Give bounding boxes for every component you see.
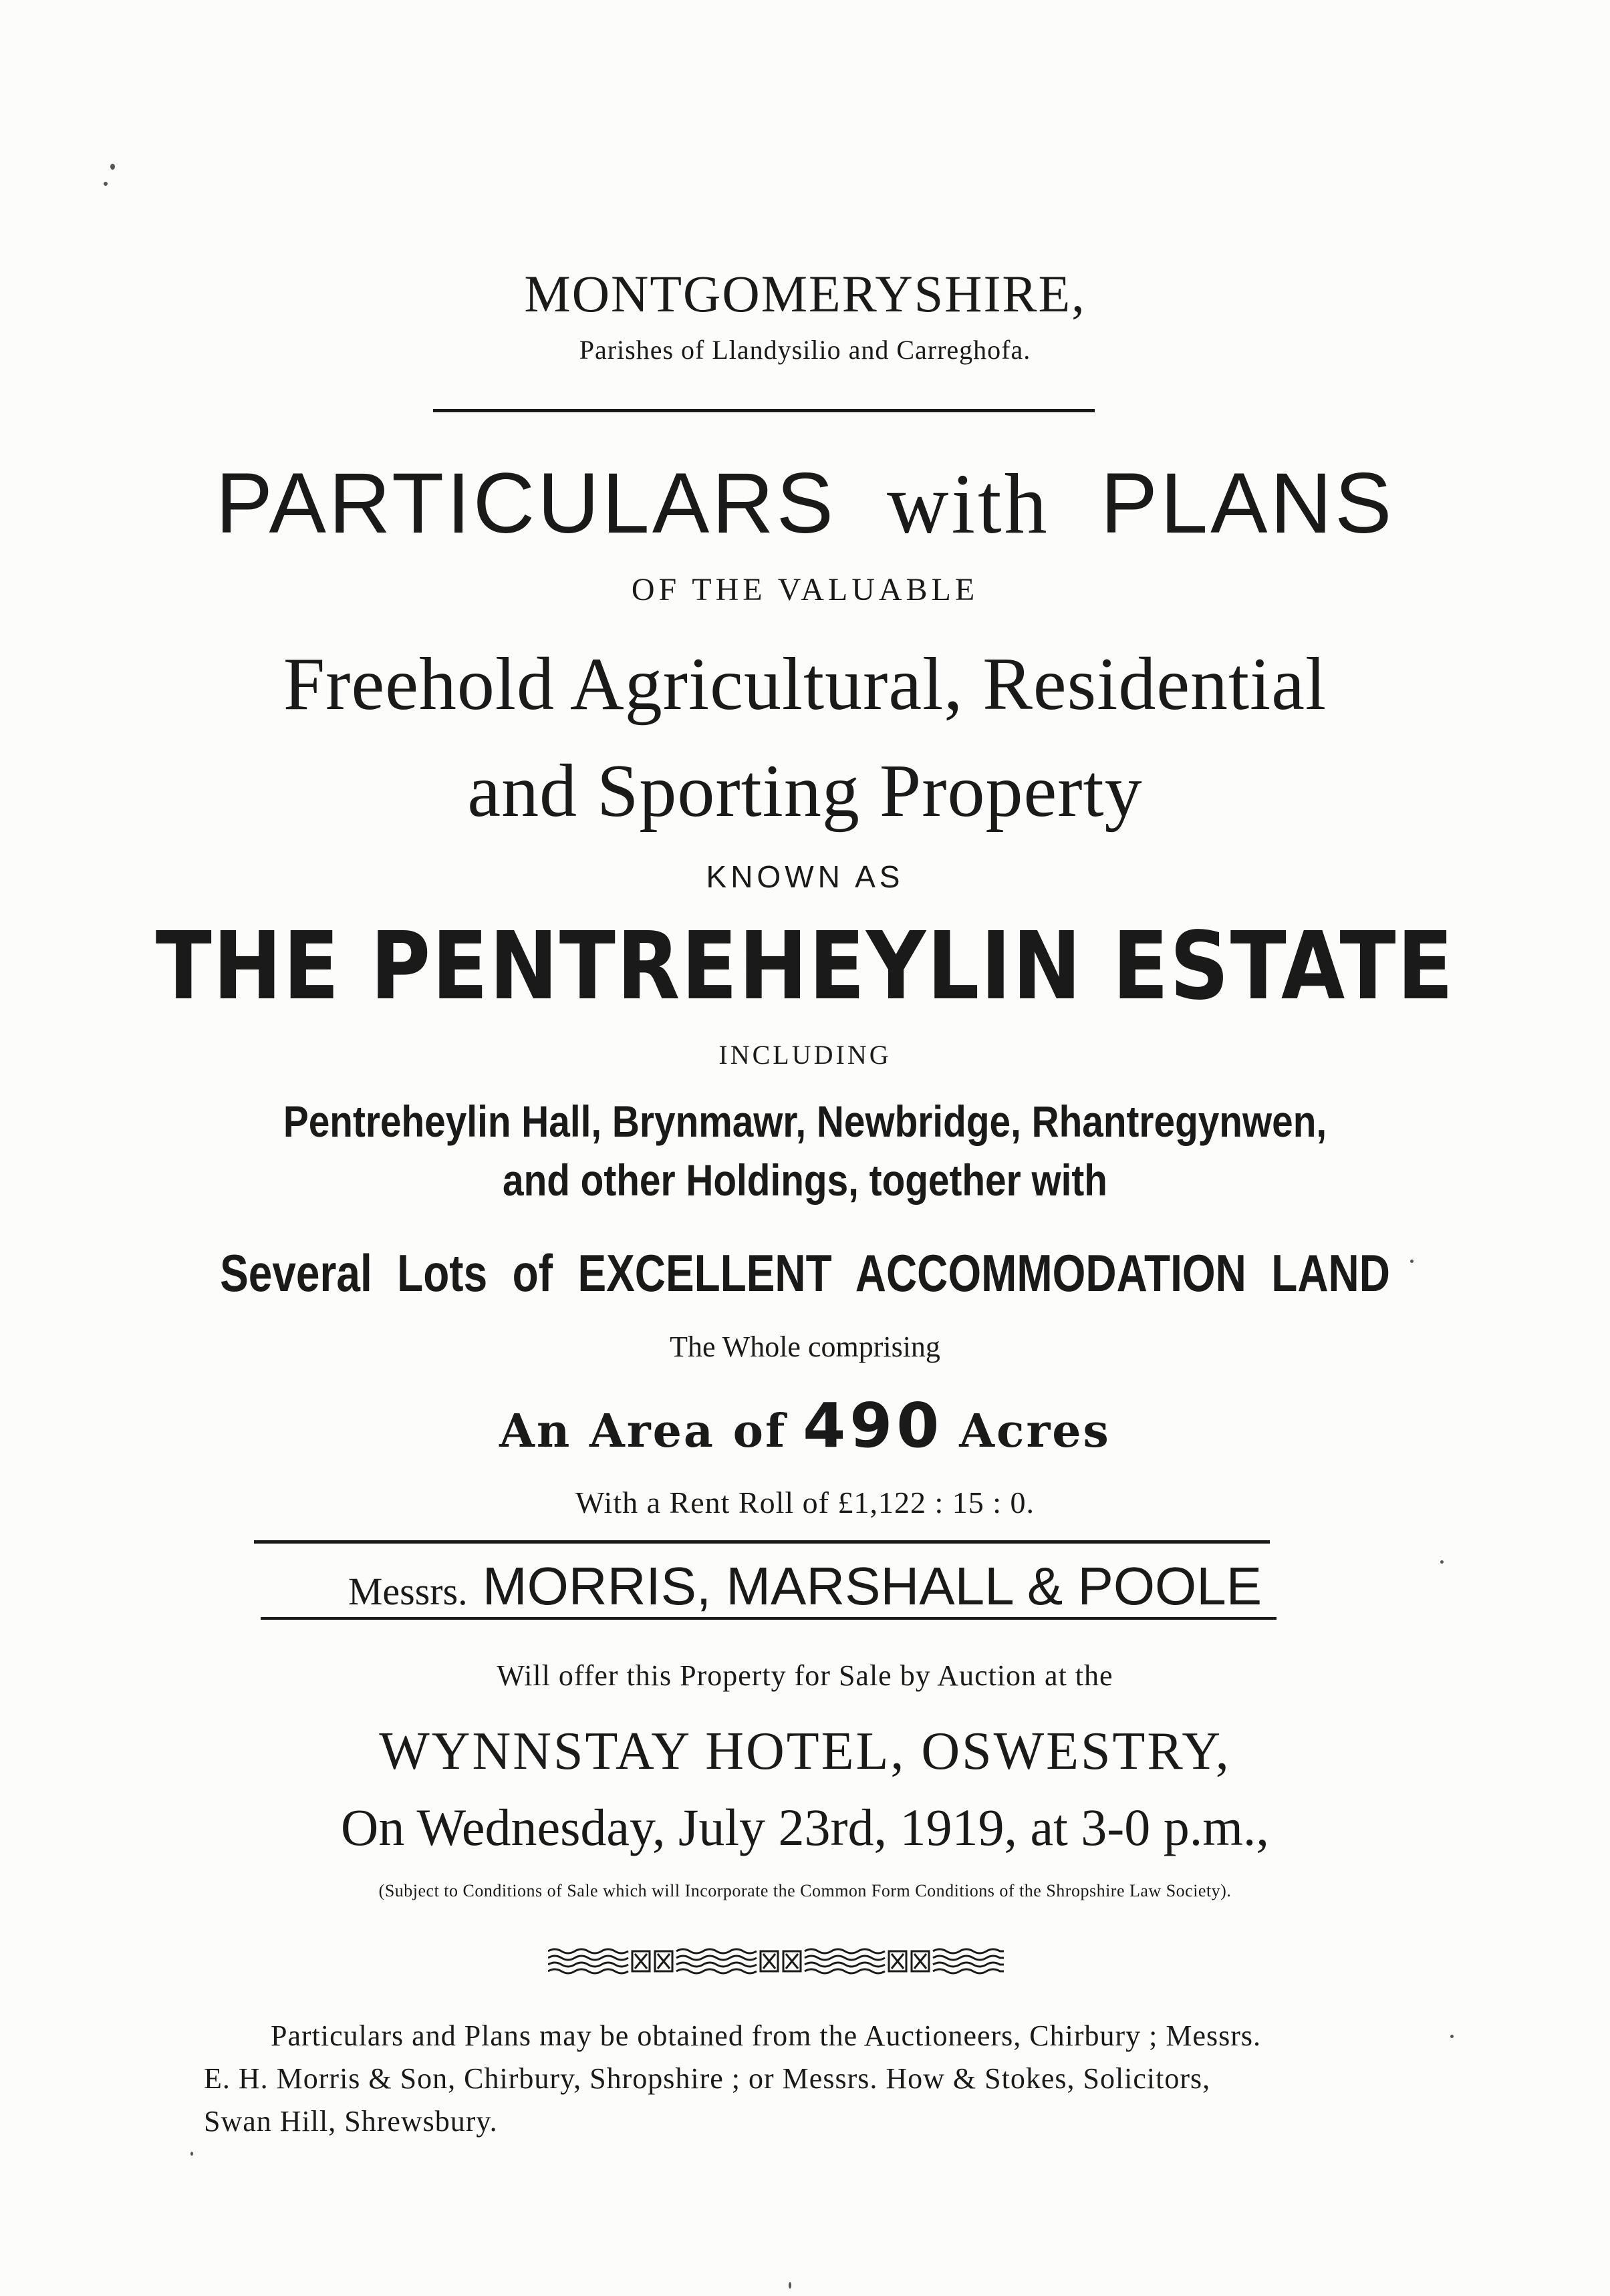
will-offer-line: Will offer this Property for Sale by Auction at the [497,1659,1113,1692]
area-line [0,1390,1610,1461]
estate-name: THE PENTREHEYLIN ESTATE [155,912,1455,1021]
of-the-valuable: OF THE VALUABLE [631,572,979,607]
known-as: KNOWN AS [706,859,904,894]
holdings-line-1: Pentreheylin Hall, Brynmawr, Newbridge, Rhantregynwen, [283,1097,1327,1146]
holdings-line-2: and other Holdings, together with [503,1155,1107,1205]
paper-speck [1450,2035,1454,2038]
conditions-note: (Subject to Conditions of Sale which will Incorporate the Common Form Conditions of the Shropshire Law Society). [378,1881,1232,1900]
top-divider [433,409,1095,412]
area-value: 490 [803,1390,944,1461]
property-type-line-1: Freehold Agricultural, Residential [283,643,1327,726]
auctioneer-top-rule [254,1540,1270,1544]
decorative-border-ornament [548,1946,1004,1977]
paper-speck [1410,1260,1414,1263]
title-word-particulars: PARTICULARS [215,456,837,551]
footer-line-1: Particulars and Plans may be obtained from the Auctioneers, Chirbury ; Messrs. [271,2019,1262,2052]
paper-speck [104,182,108,186]
auctioneer-bottom-rule [261,1617,1277,1620]
footer-line-2: E. H. Morris & Son, Chirbury, Shropshire ; or Messrs. How & Stokes, Solicitors, [204,2062,1211,2095]
title-word-plans: PLANS [1100,456,1395,551]
footer-line-3: Swan Hill, Shrewsbury. [204,2105,498,2138]
property-type-line-2: and Sporting Property [467,750,1143,833]
parishes-subheading: Parishes of Llandysilio and Carreghofa. [579,335,1031,365]
main-title [0,454,1610,553]
area-suffix: Acres [959,1405,1111,1458]
paper-speck [1440,1560,1444,1564]
paper-speck [110,164,115,170]
auction-date-line: On Wednesday, July 23rd, 1919, at 3-0 p.m., [341,1798,1269,1856]
rent-roll: With a Rent Roll of £1,122 : 15 : 0. [575,1485,1035,1520]
title-word-with: with [887,456,1050,551]
area-prefix: An Area of [499,1405,787,1458]
venue-line: WYNNSTAY HOTEL, OSWESTRY, [379,1722,1231,1781]
paper-speck [190,2152,193,2156]
auctioneer-names: MORRIS, MARSHALL & POOLE [482,1556,1262,1616]
paper-speck [789,2282,791,2289]
footer-contact-paragraph [204,2015,1367,2143]
including-label: INCLUDING [718,1040,892,1070]
accommodation-land-line: Several Lots of EXCELLENT ACCOMMODATION LAND [220,1244,1390,1302]
whole-comprising: The Whole comprising [670,1330,940,1363]
county-heading: MONTGOMERYSHIRE, [524,265,1086,323]
messrs-label: Messrs. [348,1570,468,1613]
auctioneer-line [0,1556,1610,1617]
